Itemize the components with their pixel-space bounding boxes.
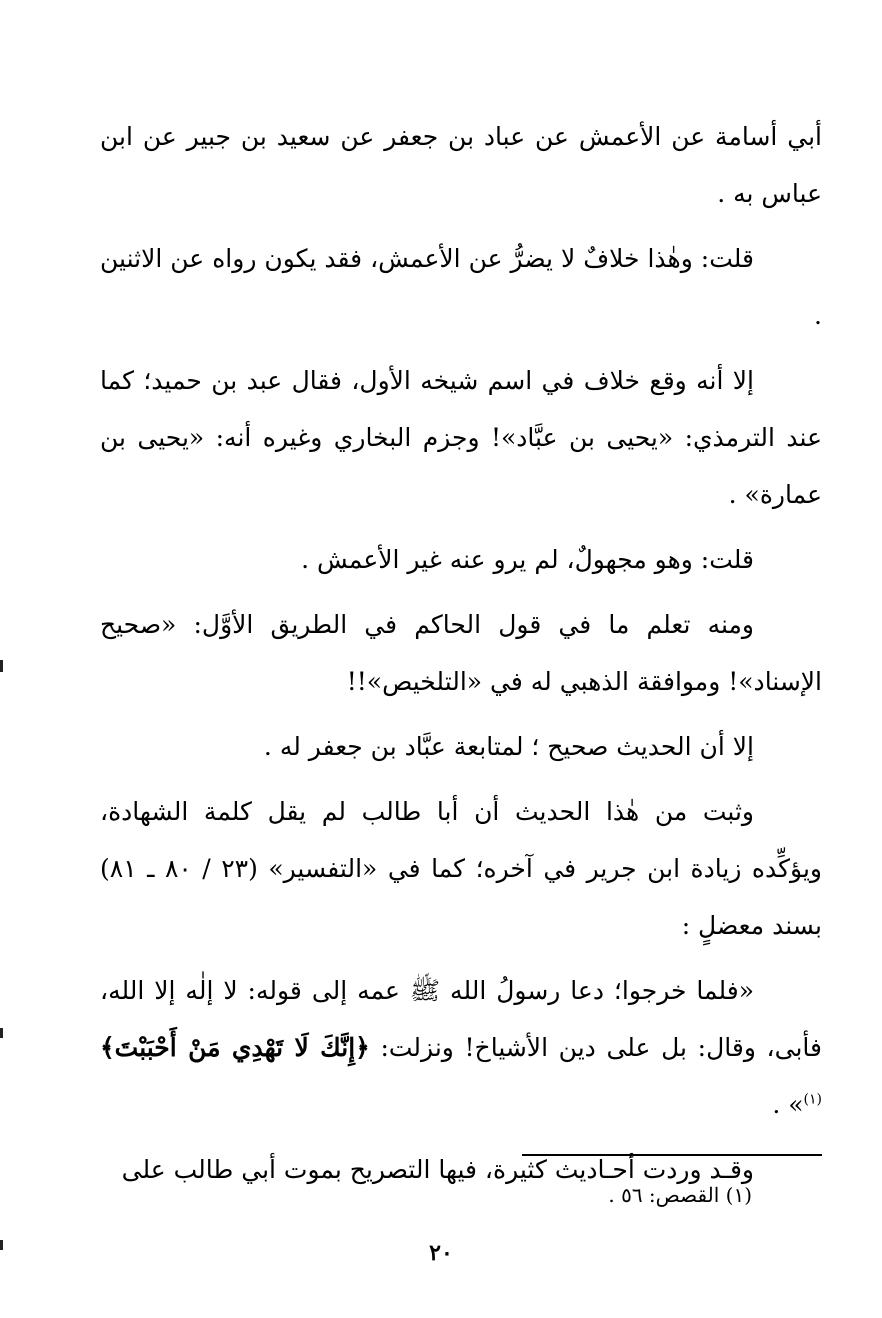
paragraph-2: قلت: وهٰذا خلافٌ لا يضرُّ عن الأعمش، فقد يكون رواه عن الاثنين . xyxy=(100,244,822,330)
main-text xyxy=(100,108,822,1206)
paragraph-4: قلت: وهو مجهولٌ، لم يرو عنه غير الأعمش . xyxy=(301,545,754,574)
footnote-reference: (١) xyxy=(803,1091,822,1108)
scan-edge-mark xyxy=(0,1240,3,1250)
paragraph-5: ومنه تعلم ما في قول الحاكم في الطريق الأوَّل: «صحيح الإسناد»! وموافقة الذهبي له في «التلخيص»!! xyxy=(100,610,822,696)
footnote: (١) القصص: ٥٦ . xyxy=(608,1183,752,1207)
quote-paragraph xyxy=(100,962,822,1133)
quran-verse: ﴿إِنَّكَ لَا تَهْدِي مَنْ أَحْبَبْتَ﴾ xyxy=(100,1033,370,1062)
paragraph-7: وثبت من هٰذا الحديث أن أبا طالب لم يقل كلمة الشهادة، ويؤكِّده زيادة ابن جرير في آخره؛ كما في «التفسير» (٢٣ / ٨٠ ـ ٨١) بسند معضلٍ : xyxy=(100,797,822,940)
scan-edge-mark xyxy=(0,660,3,672)
quote-text: «فلما خرجوا؛ دعا رسولُ الله ﷺ عمه إلى قوله: لا إلٰه إلا الله، فأبى، وقال: بل على دين الأشياخ! ونزلت: xyxy=(100,976,822,1062)
paragraph-1: أبي أسامة عن الأعمش عن عباد بن جعفر عن سعيد بن جبير عن ابن عباس به . xyxy=(100,122,822,208)
quote-closing: » . xyxy=(772,1090,804,1119)
page-number: ٢٠ xyxy=(429,1240,453,1266)
footnote-divider xyxy=(522,1154,822,1156)
paragraph-3: إلا أنه وقع خلاف في اسم شيخه الأول، فقال عبد بن حميد؛ كما عند الترمذي: «يحيى بن عبَّاد»! وجزم البخاري وغيره أنه: «يحيى بن عمارة» . xyxy=(100,366,822,509)
paragraph-6: إلا أن الحديث صحيح ؛ لمتابعة عبَّاد بن جعفر له . xyxy=(263,732,754,761)
paragraph-last: وقـد وردت أحـاديث كثيرة، فيها التصريح بموت أبي طالب على xyxy=(121,1155,754,1184)
scan-edge-mark xyxy=(0,1028,3,1038)
